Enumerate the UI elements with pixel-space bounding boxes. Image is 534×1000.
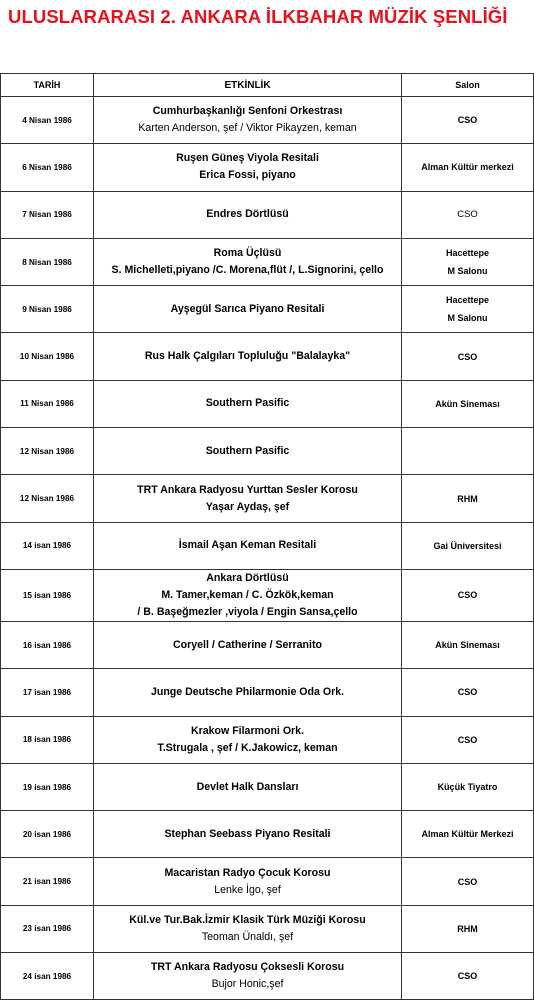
- event-title: Southern Pasific: [205, 444, 290, 457]
- event-venue: [402, 905, 534, 952]
- venue-line: CSO: [457, 687, 478, 698]
- event-cell: [94, 428, 402, 475]
- venue-line: Akün Sineması: [435, 640, 500, 651]
- event-venue: [402, 238, 534, 285]
- event-date: 16 isan 1986: [1, 621, 94, 668]
- table-row: [1, 763, 534, 810]
- event-venue: [402, 669, 534, 716]
- venue-line: Hacettepe: [445, 248, 490, 259]
- event-venue: [402, 380, 534, 427]
- event-cell: [94, 97, 402, 144]
- event-venue: [402, 621, 534, 668]
- event-date: 18 isan 1986: [1, 716, 94, 763]
- table-row: [1, 238, 534, 285]
- event-venue: [402, 522, 534, 569]
- event-venue: [402, 428, 534, 475]
- table-row: [1, 858, 534, 905]
- event-venue: [402, 811, 534, 858]
- venue-line: M Salonu: [447, 266, 488, 277]
- table-row: [1, 811, 534, 858]
- venue-line: M Salonu: [447, 313, 488, 324]
- venue-line: Alman Kültür Merkezi: [421, 829, 514, 840]
- table-row: [1, 522, 534, 569]
- event-title: İsmail Aşan Keman Resitali: [178, 539, 317, 552]
- event-title: TRT Ankara Radyosu Çoksesli Korosu: [150, 961, 345, 974]
- event-cell: [94, 716, 402, 763]
- event-cell: [94, 380, 402, 427]
- event-date: 11 Nisan 1986: [1, 380, 94, 427]
- table-row: [1, 569, 534, 621]
- festival-program-table: [0, 73, 534, 1000]
- event-venue: [402, 475, 534, 522]
- venue-line: RHM: [457, 923, 478, 934]
- event-performers: Lenke İgo, şef: [214, 883, 281, 896]
- venue-line: CSO: [457, 876, 478, 887]
- event-date: 15 isan 1986: [1, 569, 94, 621]
- event-venue: [402, 286, 534, 333]
- event-venue: [402, 333, 534, 380]
- event-title: Coryell / Catherine / Serranito: [173, 638, 322, 651]
- event-performers: Yaşar Aydaş, şef: [205, 500, 290, 513]
- event-date: 9 Nisan 1986: [1, 286, 94, 333]
- event-venue: [402, 144, 534, 191]
- event-date: 10 Nisan 1986: [1, 333, 94, 380]
- venue-line: CSO: [457, 590, 478, 601]
- table-header-row: [1, 74, 534, 97]
- event-performers: S. Michelleti,piyano /C. Morena,flüt /, L.Signorini, çello: [111, 264, 384, 277]
- event-title: TRT Ankara Radyosu Yurttan Sesler Korosu: [137, 483, 358, 496]
- event-performers: Teoman Ünaldı, şef: [201, 930, 294, 943]
- table-row: [1, 669, 534, 716]
- table-row: [1, 716, 534, 763]
- event-date: 12 Nisan 1986: [1, 475, 94, 522]
- event-date: 4 Nisan 1986: [1, 97, 94, 144]
- event-title: Ayşegül Sarıca Piyano Resitali: [170, 302, 325, 315]
- venue-line: Küçük Tiyatro: [437, 782, 498, 792]
- event-venue: [402, 569, 534, 621]
- header-event: ETKİNLİK: [94, 74, 402, 97]
- event-cell: [94, 763, 402, 810]
- venue-line: Alman Kültür merkezi: [421, 162, 514, 173]
- event-venue: [402, 858, 534, 905]
- table-row: [1, 621, 534, 668]
- event-venue: [402, 953, 534, 1000]
- event-performers: M. Tamer,keman / C. Özkök,keman: [161, 588, 334, 601]
- event-cell: [94, 286, 402, 333]
- venue-line: CSO: [457, 351, 478, 362]
- event-cell: [94, 569, 402, 621]
- event-date: 12 Nisan 1986: [1, 428, 94, 475]
- header-date: TARİH: [1, 74, 94, 97]
- venue-line: CSO: [457, 115, 478, 126]
- table-row: [1, 144, 534, 191]
- event-cell: [94, 144, 402, 191]
- event-date: 8 Nisan 1986: [1, 238, 94, 285]
- event-title: Macaristan Radyo Çocuk Korosu: [164, 866, 331, 879]
- event-title: Roma Üçlüsü: [213, 247, 282, 260]
- event-title: Ruşen Güneş Viyola Resitali: [176, 152, 319, 165]
- event-date: 20 isan 1986: [1, 811, 94, 858]
- event-cell: [94, 811, 402, 858]
- table-row: [1, 905, 534, 952]
- event-title: Krakow Filarmoni Ork.: [190, 724, 305, 737]
- event-title: Devlet Halk Dansları: [196, 780, 299, 793]
- venue-line: CSO: [457, 208, 478, 220]
- event-date: 17 isan 1986: [1, 669, 94, 716]
- table-row: [1, 191, 534, 238]
- event-date: 7 Nisan 1986: [1, 191, 94, 238]
- venue-line: CSO: [457, 971, 478, 982]
- venue-line: Hacettepe: [445, 295, 490, 306]
- event-date: 24 isan 1986: [1, 953, 94, 1000]
- event-title: Rus Halk Çalgıları Topluluğu "Balalayka": [144, 350, 351, 363]
- table-row: [1, 286, 534, 333]
- table-row: [1, 97, 534, 144]
- event-date: 23 isan 1986: [1, 905, 94, 952]
- event-title: Ankara Dörtlüsü: [206, 571, 289, 584]
- event-cell: [94, 953, 402, 1000]
- table-row: [1, 953, 534, 1000]
- event-cell: [94, 475, 402, 522]
- table-row: [1, 380, 534, 427]
- event-title: Southern Pasific: [205, 397, 290, 410]
- event-cell: [94, 191, 402, 238]
- event-cell: [94, 669, 402, 716]
- event-cell: [94, 858, 402, 905]
- event-venue: [402, 97, 534, 144]
- venue-line: RHM: [457, 493, 478, 504]
- event-performers: Erica Fossi, piyano: [199, 169, 296, 182]
- event-date: 19 isan 1986: [1, 763, 94, 810]
- event-performers: T.Strugala , şef / K.Jakowicz, keman: [157, 741, 338, 754]
- event-cell: [94, 333, 402, 380]
- event-cell: [94, 522, 402, 569]
- event-title: Junge Deutsche Philarmonie Oda Ork.: [150, 685, 345, 698]
- event-title: Endres Dörtlüsü: [206, 208, 289, 221]
- event-date: 21 isan 1986: [1, 858, 94, 905]
- event-cell: [94, 621, 402, 668]
- event-title: Kül.ve Tur.Bak.İzmir Klasik Türk Müziği Korosu: [129, 913, 366, 926]
- event-performers: Karten Anderson, şef / Viktor Pikayzen, keman: [138, 122, 357, 135]
- event-venue: [402, 763, 534, 810]
- event-performers: / B. Başeğmezler ,viyola / Engin Sansa,çello: [137, 605, 358, 618]
- venue-line: Gai Üniversitesi: [433, 540, 502, 551]
- table-row: [1, 428, 534, 475]
- table-row: [1, 333, 534, 380]
- event-date: 6 Nisan 1986: [1, 144, 94, 191]
- event-title: Cumhurbaşkanlığı Senfoni Orkestrası: [152, 105, 343, 118]
- event-title: Stephan Seebass Piyano Resitali: [164, 827, 331, 840]
- event-date: 14 isan 1986: [1, 522, 94, 569]
- event-venue: [402, 716, 534, 763]
- venue-line: Akün Sineması: [435, 398, 500, 409]
- event-cell: [94, 238, 402, 285]
- page-title: ULUSLARARASI 2. ANKARA İLKBAHAR MÜZİK ŞENLİĞİ: [8, 6, 508, 27]
- event-performers: Bujor Honic,şef: [211, 978, 284, 991]
- venue-line: CSO: [457, 734, 478, 745]
- event-cell: [94, 905, 402, 952]
- header-salon: Salon: [402, 74, 534, 97]
- event-venue: [402, 191, 534, 238]
- table-row: [1, 475, 534, 522]
